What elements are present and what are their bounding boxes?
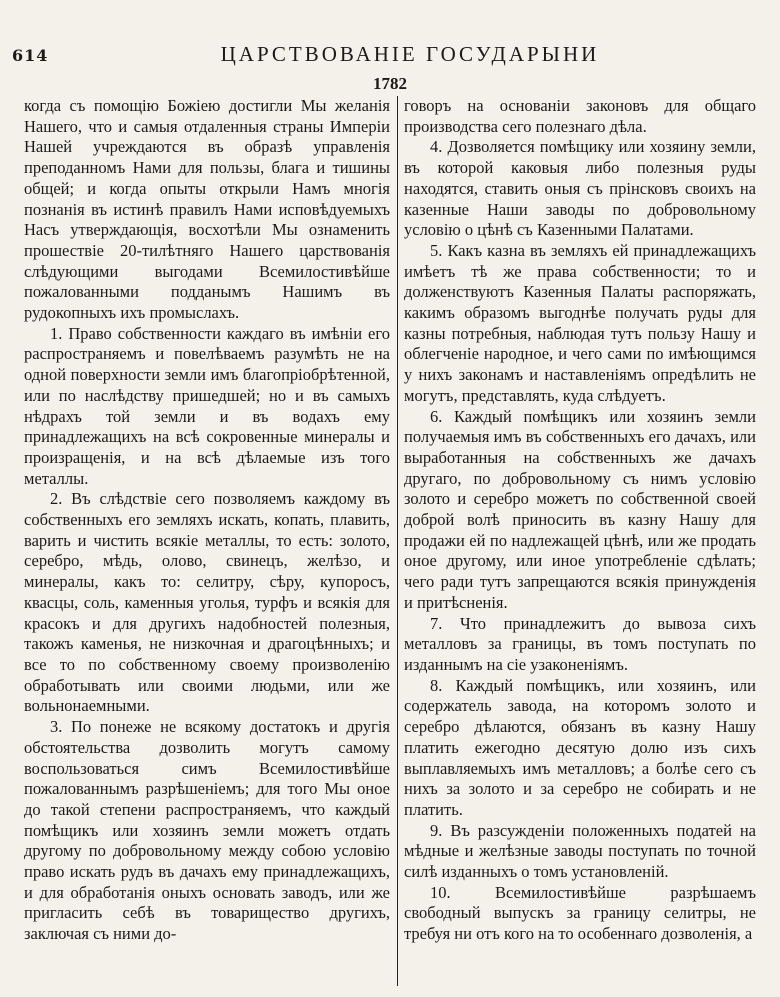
paragraph-intro: когда съ помощію Божіею достигли Мы желанія Нашего, что и самыя отдаленныя страны Имперіи Нашей учреждаются въ образѣ управленія преподанномъ Нами для пользы, блага и тишины общей; и когда опыты открыли Намъ многія познанія въ истинѣ правилъ Нами исповѣдуемыхъ Насъ утверждающія, восхотѣли Мы ознаменить прошествіе 20-тилѣтняго Нашего царствованія слѣдующими выгодами Всемилостивѣйше пожалованными подданымъ Нашимъ въ рудокопныхъ ихъ промыслахъ. <box>24 96 390 323</box>
paragraph-continuation: говоръ на основаніи законовъ для общаго производства сего полезнаго дѣла. <box>404 96 756 136</box>
paragraph-article-1: 1. Право собственности каждаго въ имѣніи его распространяемъ и повелѣваемъ разумѣть не на одной поверхности земли имъ благопріобрѣтенной, или по наслѣдству пришедшей; но и въ самыхъ нѣдрахъ той земли и въ водахъ ему принадлежащихъ на всѣ сокровенные минералы и произращенія, и на всѣ дѣлаемые изъ того металлы. <box>24 323 390 488</box>
year-heading: 1782 <box>373 74 407 93</box>
paragraph-article-10: 10. Всемилостивѣйше разрѣшаемъ свободный выпускъ за границу селитры, не требуя ни отъ кого на то особеннаго дозволенія, а <box>404 882 756 944</box>
page-number: 614 <box>12 46 49 65</box>
column-divider <box>397 96 398 986</box>
paragraph-article-4: 4. Дозволяется помѣщику или хозяину земли, въ которой каковыя либо полезныя руды находятся, ставить оныя съ прінсковъ своихъ на казенные Наши заводы по добровольному условію о цѣнѣ съ Казенными Палатами. <box>404 137 756 240</box>
paragraph-article-2: 2. Въ слѣдствіе сего позволяемъ каждому въ собственныхъ его земляхъ искать, копать, плавить, варить и чистить всякіе металлы, то есть: золото, серебро, мѣдь, олово, свинецъ, желѣзо, и минералы, какъ то: селитру, сѣру, купоросъ, квасцы, соль, каменныя уголья, турфъ и всякія для красокъ и для другихъ надобностей полезныя, такожъ каменья, не низкочная и драгоцѣнныхъ; и все то по собственному своему произволенію обработывать или своими людьми, или же вольнонаемными. <box>24 489 390 716</box>
paragraph-article-3: 3. По понеже не всякому достатокъ и другія обстоятельства дозволить могутъ самому воспользоваться симъ Всемилостивѣйше пожалованнымъ разрѣшеніемъ; для того Мы оное до такой степени распространяемъ, что каждый помѣщикъ или хозяинъ земли можетъ отдать другому по добровольному между собою условію право искать рудъ въ дачахъ ему принадлежащихъ, и для обработанія оныхъ основать заводъ, или же пригласить себѣ въ товарищество другихъ, заключая съ ними до- <box>24 717 390 944</box>
paragraph-article-5: 5. Какъ казна въ земляхъ ей принадлежащихъ имѣетъ тѣ же права собственности; то и долженствуютъ Казенныя Палаты распоряжать, какимъ образомъ выгоднѣе получать руды для казны потребныя, наблюдая тутъ пользу Нашу и облегченіе народное, и чего сами по имѣющимся у нихъ законамъ и наставленіямъ опредѣлить не могутъ, представлять, куда слѣдуетъ. <box>404 240 756 405</box>
paragraph-article-9: 9. Въ разсужденіи положенныхъ податей на мѣдные и желѣзные заводы поступать по точной силѣ изданныхъ о томъ установленій. <box>404 820 756 882</box>
paragraph-article-6: 6. Каждый помѣщикъ или хозяинъ земли получаемыя имъ въ собственныхъ его дачахъ, или выработанныя на собственныхъ же дачахъ другаго, по добровольному съ нимъ условію золото и серебро можетъ по собственной своей доброй волѣ приносить въ казну Нашу для продажи ей по надлежащей цѣнѣ, или же продать оное другому, или иное употребленіе сдѣлать; чего ради тутъ запрещаются всякія принужденія и притѣсненія. <box>404 406 756 612</box>
paragraph-article-8: 8. Каждый помѣщикъ, или хозяинъ, или содержатель завода, на которомъ золото и серебро дѣлаются, обязанъ въ казну Нашу платить ежегодно десятую долю изъ сихъ выплавляемыхъ имъ металловъ; а болѣе сего съ нихъ за золото и за серебро не собирать и не платить. <box>404 675 756 819</box>
running-title: ЦАРСТВОВАНІЕ ГОСУДАРЫНИ <box>220 42 600 66</box>
paragraph-article-7: 7. Что принадлежитъ до вывоза сихъ металловъ за границы, въ томъ поступать по изданнымъ на сіе узаконеніямъ. <box>404 613 756 674</box>
left-column <box>24 96 390 945</box>
right-column <box>404 96 756 945</box>
